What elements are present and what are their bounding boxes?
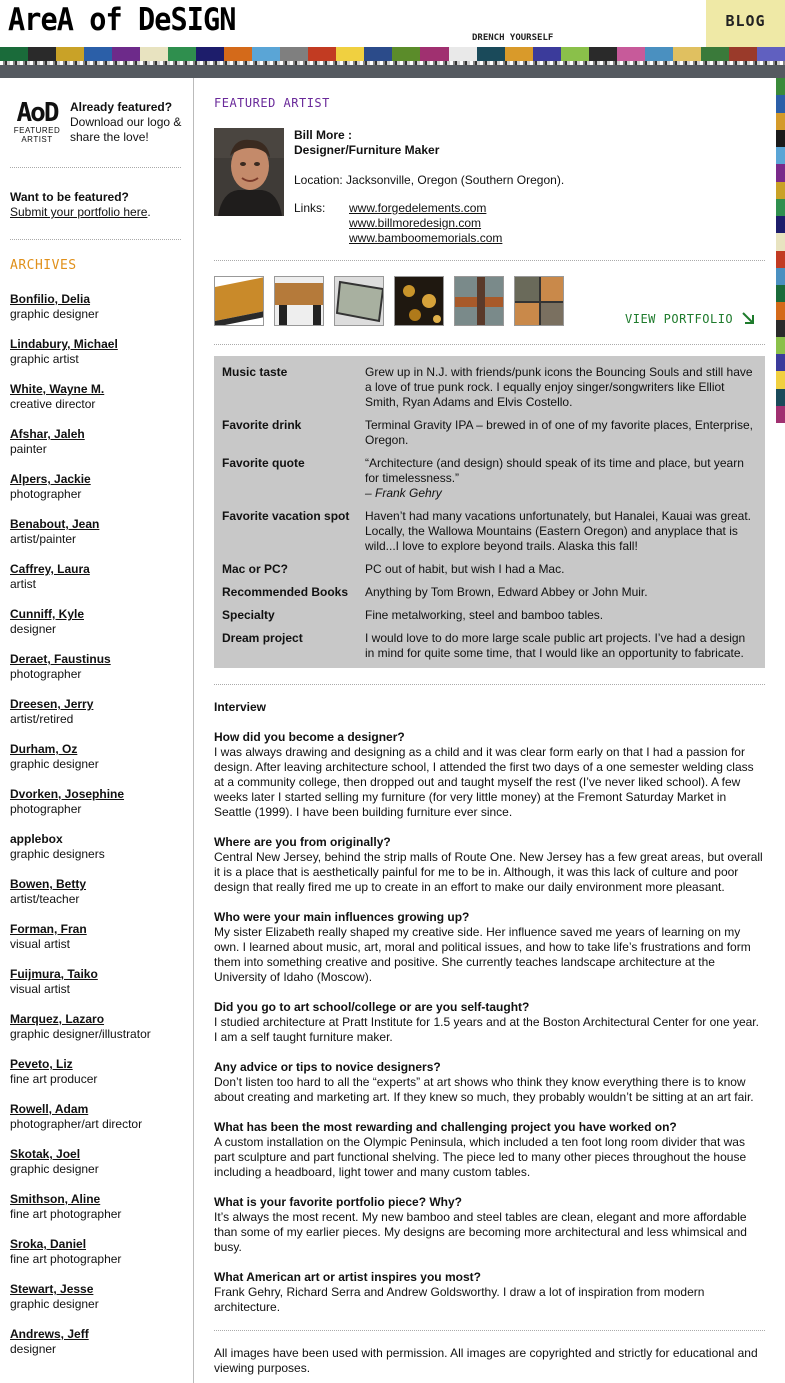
fact-value — [365, 365, 757, 410]
archives-title: ARCHIVES — [10, 258, 77, 273]
archive-artist-role: designer — [10, 1342, 57, 1356]
stripe-segment — [561, 47, 589, 61]
archive-item — [10, 1012, 190, 1057]
archive-item — [10, 562, 190, 607]
archive-item — [10, 742, 190, 787]
stripe-segment — [757, 47, 785, 61]
archive-item — [10, 832, 190, 877]
archive-artist-link[interactable]: Deraet, Faustinus — [10, 652, 111, 666]
archive-artist-link[interactable]: White, Wayne M. — [10, 382, 105, 396]
interview-answer: Central New Jersey, behind the strip malls of Route One. New Jersey has a few great areas, but overall it is a place that is aesthetically painful for me to be in. Although, it was this lack of culture and poor design that really fired me up to create in an effort to make our daily environment more pleasant. — [214, 850, 763, 894]
interview-answer: I studied architecture at Pratt Institute for 1.5 years and at the Boston Architectural Center for one year. I am a self taught furniture maker. — [214, 1015, 759, 1044]
interview-answer: Don’t listen too hard to all the “experts” at art shows who think they know everything there is to know about creating and marketing art. If they knew so much, they probably wouldn’t be sitting at an art fair. — [214, 1075, 754, 1104]
stripe-segment — [168, 47, 196, 61]
badge-line-1: FEATURED — [13, 126, 61, 135]
artist-link[interactable]: www.billmoredesign.com — [349, 216, 482, 230]
portfolio-thumb[interactable] — [334, 276, 384, 326]
stripe-segment — [420, 47, 448, 61]
stripe-segment — [0, 47, 28, 61]
fact-value — [365, 418, 757, 448]
divider — [10, 167, 181, 168]
fact-label: Favorite vacation spot — [222, 509, 350, 523]
archive-artist-link[interactable]: Stewart, Jesse — [10, 1282, 94, 1296]
fact-value-text: “Architecture (and design) should speak of its time and place, but yearn for timelessness.” — [365, 456, 744, 485]
side-stripe-segment — [776, 164, 785, 181]
header-noise-bar — [0, 61, 785, 78]
side-stripe-segment — [776, 147, 785, 164]
fact-value — [365, 456, 757, 501]
stripe-segment — [28, 47, 56, 61]
permission-notice: All images have been used with permission. All images are copyrighted and strictly for educational and viewing purposes. — [214, 1346, 758, 1375]
fact-label: Specialty — [222, 608, 275, 622]
stripe-segment — [533, 47, 561, 61]
artist-links — [294, 201, 764, 246]
stripe-segment — [645, 47, 673, 61]
archive-item — [10, 337, 190, 382]
aod-logo-mark: AoD — [16, 98, 58, 128]
stripe-segment — [308, 47, 336, 61]
portfolio-thumb[interactable] — [514, 276, 564, 326]
aod-featured-badge[interactable] — [10, 100, 64, 150]
archive-artist-role: fine art photographer — [10, 1252, 122, 1266]
stripe-segment — [477, 47, 505, 61]
fact-value-text: Haven’t had many vacations unfortunately, but Hanalei, Kauai was great. Locally, the Wallowa Mountains (Eastern Oregon) and anyplace that is wild...I love to explore beyond trails. Alaska this fall! — [365, 509, 752, 553]
interview-heading: Interview — [214, 700, 267, 714]
view-portfolio-link[interactable] — [625, 311, 755, 326]
portfolio-thumb[interactable] — [394, 276, 444, 326]
interview-qa — [214, 1195, 765, 1255]
fact-value-text: Fine metalworking, steel and bamboo tables. — [365, 608, 604, 622]
archive-artist-role: painter — [10, 442, 47, 456]
portfolio-thumb[interactable] — [214, 276, 264, 326]
side-stripe-segment — [776, 182, 785, 199]
artist-name: Bill More : — [294, 128, 353, 142]
stripe-segment — [84, 47, 112, 61]
archive-artist-link[interactable]: Lindabury, Michael — [10, 337, 118, 351]
side-stripe-segment — [776, 233, 785, 250]
fact-value-text: Anything by Tom Brown, Edward Abbey or John Muir. — [365, 585, 648, 599]
artist-location: Location: Jacksonville, Oregon (Southern Oregon). — [294, 173, 565, 187]
artist-link[interactable]: www.forgedelements.com — [349, 201, 487, 215]
left-sidebar — [0, 78, 194, 1383]
submit-tail: . — [147, 205, 151, 219]
fact-label: Recommended Books — [222, 585, 349, 599]
archive-artist-role: graphic designer/illustrator — [10, 1027, 151, 1041]
fact-value-text: Terminal Gravity IPA – brewed in of one of my favorite places, Enterprise, Oregon. — [365, 418, 753, 447]
interview-question: Did you go to art school/college or are you self-taught? — [214, 1000, 530, 1014]
featured-artist-title: FEATURED ARTIST — [214, 96, 330, 110]
archive-item — [10, 652, 190, 697]
interview-qa — [214, 1000, 765, 1045]
archive-artist-role: photographer/art director — [10, 1117, 143, 1131]
portfolio-thumbnails — [214, 276, 564, 326]
archive-artist-role: creative director — [10, 397, 96, 411]
archive-item — [10, 472, 190, 517]
fact-row — [222, 365, 757, 410]
archive-artist-link[interactable]: Bonfilio, Delia — [10, 292, 91, 306]
archive-item — [10, 292, 190, 337]
interview-answer: A custom installation on the Olympic Peninsula, which included a ten foot long room divider that was part sculpture and part functional shelving. The piece led to many other pieces throughout the house including a headboard, light tower and many custom tables. — [214, 1135, 747, 1179]
archive-artist-link[interactable]: Dreesen, Jerry — [10, 697, 94, 711]
links-list — [349, 201, 502, 246]
stripe-segment — [56, 47, 84, 61]
fact-label: Favorite drink — [222, 418, 302, 432]
fact-row — [222, 418, 757, 448]
side-stripe-segment — [776, 216, 785, 233]
fact-row — [222, 562, 757, 577]
fact-row — [222, 585, 757, 600]
side-stripe-segment — [776, 354, 785, 371]
archive-artist-role: artist — [10, 577, 37, 591]
already-featured-body: Download our logo & share the love! — [70, 115, 182, 144]
archive-artist-link[interactable]: Forman, Fran — [10, 922, 87, 936]
fact-label: Mac or PC? — [222, 562, 289, 576]
fact-label: Favorite quote — [222, 456, 305, 470]
stripe-segment — [140, 47, 168, 61]
links-label: Links: — [294, 201, 326, 215]
archive-artist-link[interactable]: applebox — [10, 832, 63, 846]
archive-artist-role: artist/painter — [10, 532, 77, 546]
artist-portrait — [214, 128, 284, 216]
archive-artist-role: photographer — [10, 802, 82, 816]
divider — [214, 344, 765, 345]
stripe-segment — [729, 47, 757, 61]
fact-label: Dream project — [222, 631, 303, 645]
site-logo[interactable]: AreA of DeSIGN — [8, 2, 236, 38]
fact-label: Music taste — [222, 365, 288, 379]
archive-item — [10, 1147, 190, 1192]
archive-artist-link[interactable]: Smithson, Aline — [10, 1192, 101, 1206]
interview-section — [214, 700, 765, 1330]
fact-value-text: PC out of habit, but wish I had a Mac. — [365, 562, 565, 576]
archive-artist-link[interactable]: Bowen, Betty — [10, 877, 87, 891]
side-stripe-segment — [776, 406, 785, 423]
archive-item — [10, 607, 190, 652]
archive-item — [10, 922, 190, 967]
stripe-segment — [673, 47, 701, 61]
archive-artist-role: photographer — [10, 667, 82, 681]
archive-artist-role: artist/teacher — [10, 892, 80, 906]
fact-row — [222, 456, 757, 501]
stripe-segment — [112, 47, 140, 61]
interview-answer: Frank Gehry, Richard Serra and Andrew Goldsworthy. I draw a lot of inspiration from modern architecture. — [214, 1285, 705, 1314]
artist-bio — [294, 128, 764, 246]
archive-item — [10, 1192, 190, 1237]
interview-question: Where are you from originally? — [214, 835, 391, 849]
archive-item — [10, 517, 190, 562]
view-portfolio-label: VIEW PORTFOLIO — [625, 312, 734, 326]
archive-item — [10, 697, 190, 742]
portfolio-thumb[interactable] — [454, 276, 504, 326]
stripe-segment — [449, 47, 477, 61]
site-tagline: DRENCH YOURSELF — [472, 33, 554, 43]
archive-item — [10, 427, 190, 472]
archive-artist-link[interactable]: Skotak, Joel — [10, 1147, 81, 1161]
fact-value-text: Grew up in N.J. with friends/punk icons the Bouncing Souls and still have a love of true punk rock. I equally enjoy singer/songwriters like Elliot Smith, Ryan Adams and Elvis Costello. — [365, 365, 753, 409]
want-featured — [10, 190, 190, 220]
archive-list — [10, 292, 190, 1372]
stripe-segment — [589, 47, 617, 61]
fact-value — [365, 562, 757, 577]
stripe-segment — [252, 47, 280, 61]
stripe-segment — [224, 47, 252, 61]
right-color-stripe — [776, 78, 785, 423]
interview-qa — [214, 730, 765, 820]
fact-row — [222, 509, 757, 554]
stripe-segment — [280, 47, 308, 61]
archive-artist-role: visual artist — [10, 937, 71, 951]
archive-item — [10, 1057, 190, 1102]
archive-artist-link[interactable]: Andrews, Jeff — [10, 1327, 89, 1341]
side-stripe-segment — [776, 78, 785, 95]
side-stripe-segment — [776, 337, 785, 354]
divider — [10, 239, 181, 240]
artist-title: Designer/Furniture Maker — [294, 143, 440, 157]
stripe-segment — [336, 47, 364, 61]
side-stripe-segment — [776, 389, 785, 406]
archive-item — [10, 787, 190, 832]
side-stripe-segment — [776, 113, 785, 130]
archive-artist-link[interactable]: Afshar, Jaleh — [10, 427, 85, 441]
side-stripe-segment — [776, 320, 785, 337]
archive-item — [10, 1237, 190, 1282]
divider — [214, 260, 765, 261]
interview-question: What is your favorite portfolio piece? Why? — [214, 1195, 463, 1209]
stripe-segment — [505, 47, 533, 61]
interview-qa — [214, 910, 765, 985]
side-stripe-segment — [776, 95, 785, 112]
fact-value — [365, 631, 757, 661]
interview-qa — [214, 1060, 765, 1105]
interview-answer: I was always drawing and designing as a child and it was clear form early on that I had a passion for design. After leaving architecture school, I attended the first two days of a one semester welding class at a community college, then dropped out and taught myself the rest (I’ve never liked school). A few weeks later I started selling my furniture (for very little money) at the Fremont Saturday Market in Seattle (1999). I have been building furniture ever since. — [214, 745, 754, 819]
side-stripe-segment — [776, 302, 785, 319]
header-noise-line — [0, 61, 785, 65]
site-header — [0, 0, 785, 78]
archive-artist-role: fine art photographer — [10, 1207, 122, 1221]
archive-artist-role: graphic designer — [10, 1162, 99, 1176]
archive-artist-role: photographer — [10, 487, 82, 501]
fact-row — [222, 631, 757, 661]
fact-value — [365, 509, 757, 554]
archive-artist-role: graphic designer — [10, 307, 99, 321]
stripe-segment — [364, 47, 392, 61]
interview-question: Any advice or tips to novice designers? — [214, 1060, 441, 1074]
archive-artist-role: designer — [10, 622, 57, 636]
submit-portfolio-link[interactable]: Submit your portfolio here — [10, 205, 148, 219]
quote-attribution: – Frank Gehry — [365, 486, 442, 500]
interview-qa — [214, 1270, 765, 1315]
fact-value — [365, 608, 757, 623]
side-stripe-segment — [776, 251, 785, 268]
want-featured-heading: Want to be featured? — [10, 190, 129, 204]
fact-value-text: I would love to do more large scale public art projects. I’ve had a design in mind for quite some time, that I would like an opportunity to fabricate. — [365, 631, 746, 660]
archive-artist-role: visual artist — [10, 982, 71, 996]
archive-artist-role: graphic designers — [10, 847, 105, 861]
interview-question: How did you become a designer? — [214, 730, 405, 744]
already-featured-heading: Already featured? — [70, 100, 173, 114]
archive-artist-role: graphic artist — [10, 352, 79, 366]
archive-artist-role: graphic designer — [10, 1297, 99, 1311]
archive-artist-link[interactable]: Peveto, Liz — [10, 1057, 73, 1071]
archive-artist-role: fine art producer — [10, 1072, 98, 1086]
archive-item — [10, 382, 190, 427]
interview-question: What American art or artist inspires you most? — [214, 1270, 481, 1284]
archive-artist-link[interactable]: Rowell, Adam — [10, 1102, 89, 1116]
interview-answer: My sister Elizabeth really shaped my creative side. Her influence saved me years of learning on my own. I learned about music, art, moral and political issues, and how to take life’s frustrations and form them into something creative and positive. She currently teaches landscape architecture at the University of Idaho (Moscow). — [214, 925, 751, 984]
archive-artist-link[interactable]: Marquez, Lazaro — [10, 1012, 105, 1026]
artist-link[interactable]: www.bamboomemorials.com — [349, 231, 503, 245]
archive-artist-link[interactable]: Fuijmura, Taiko — [10, 967, 98, 981]
stripe-segment — [617, 47, 645, 61]
archive-artist-link[interactable]: Dvorken, Josephine — [10, 787, 125, 801]
fact-row — [222, 608, 757, 623]
archive-artist-link[interactable]: Cunniff, Kyle — [10, 607, 84, 621]
side-stripe-segment — [776, 130, 785, 147]
badge-line-2: ARTIST — [21, 135, 53, 144]
stripe-segment — [392, 47, 420, 61]
interview-question: Who were your main influences growing up? — [214, 910, 470, 924]
archive-item — [10, 1102, 190, 1147]
already-featured-note — [70, 100, 188, 145]
divider — [214, 1330, 765, 1331]
archive-item — [10, 1282, 190, 1327]
archive-artist-role: graphic designer — [10, 757, 99, 771]
arrow-down-right-icon — [741, 311, 755, 325]
archive-artist-link[interactable]: Benabout, Jean — [10, 517, 100, 531]
archive-item — [10, 1327, 190, 1372]
archive-artist-link[interactable]: Sroka, Daniel — [10, 1237, 87, 1251]
portfolio-thumb[interactable] — [274, 276, 324, 326]
blog-button[interactable]: BLOG — [706, 0, 785, 47]
archive-item — [10, 967, 190, 1012]
archive-artist-role: artist/retired — [10, 712, 74, 726]
archive-artist-link[interactable]: Alpers, Jackie — [10, 472, 91, 486]
side-stripe-segment — [776, 268, 785, 285]
stripe-segment — [701, 47, 729, 61]
divider — [214, 684, 765, 685]
artist-facts-table — [214, 356, 765, 668]
fact-value — [365, 585, 757, 600]
header-color-stripe — [0, 47, 785, 61]
interview-qa — [214, 835, 765, 895]
archive-item — [10, 877, 190, 922]
side-stripe-segment — [776, 285, 785, 302]
interview-answer: It’s always the most recent. My new bamboo and steel tables are clean, elegant and more affordable than some of my earlier pieces. My designs are becoming more architectural and less whimsical and busy. — [214, 1210, 747, 1254]
side-stripe-segment — [776, 371, 785, 388]
interview-qa — [214, 1120, 765, 1180]
archive-artist-link[interactable]: Durham, Oz — [10, 742, 78, 756]
archive-artist-link[interactable]: Caffrey, Laura — [10, 562, 90, 576]
side-stripe-segment — [776, 199, 785, 216]
interview-question: What has been the most rewarding and challenging project you have worked on? — [214, 1120, 677, 1134]
stripe-segment — [196, 47, 224, 61]
